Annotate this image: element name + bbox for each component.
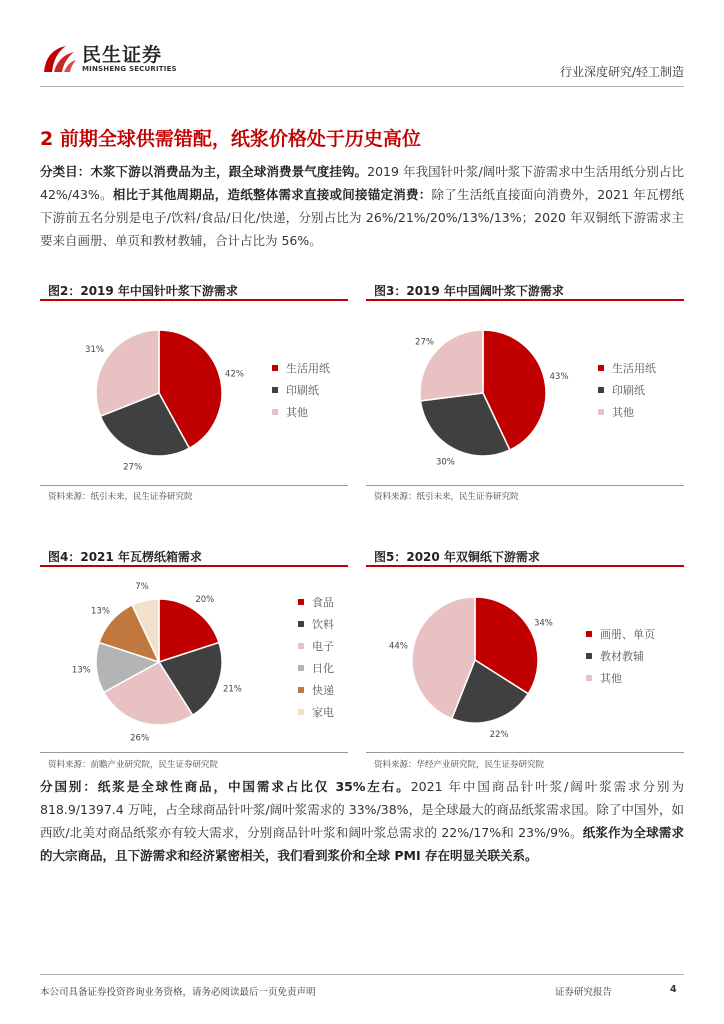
fig3-source-rule (366, 485, 684, 486)
para1-text-1: 2019 年我国针叶浆/阔叶浆下游需求中生活用纸分别占比 42%/43%。 (40, 164, 684, 202)
pie-data-label-1: 22% (489, 730, 509, 741)
pie-data-label-1: 30% (435, 457, 455, 468)
fig5-pie-chart (366, 568, 684, 750)
footer-report-type: 证券研究报告 (555, 987, 613, 998)
fig4-source: 资料来源：前瞻产业研究院，民生证券研究院 (48, 760, 219, 770)
pie-data-label-1: 27% (123, 462, 143, 473)
fig2-pie-chart (40, 302, 348, 482)
legend-swatch-0 (298, 599, 304, 605)
para2-bold-2: 纸浆作为全球需求的大宗商品，且下游需求和经济紧密相关，我们看到浆价和全球 PMI 存在明显关联关系。 (40, 825, 684, 863)
pie-data-label-1: 21% (222, 684, 242, 695)
pie-data-label-3: 13% (71, 665, 91, 676)
fig2-title: 图2：2019 年中国针叶浆下游需求 (48, 284, 238, 298)
fig5-title-rule (366, 565, 684, 567)
legend-label-1: 饮料 (312, 618, 334, 631)
legend-label-3: 日化 (312, 662, 334, 675)
fig4-source-rule (40, 752, 348, 753)
legend-label-5: 家电 (312, 706, 334, 719)
brand-logo (40, 40, 190, 80)
legend-swatch-2 (586, 675, 592, 681)
legend-label-2: 其他 (286, 406, 308, 419)
pie-data-label-0: 34% (533, 618, 553, 629)
fig3-pie-chart (366, 302, 684, 482)
legend-swatch-4 (298, 687, 304, 693)
fig2-source: 资料来源：纸引未来，民生证券研究院 (48, 492, 193, 502)
footer-divider (40, 974, 684, 975)
fig5-source: 资料来源：华经产业研究院，民生证券研究院 (374, 760, 545, 770)
legend-swatch-1 (298, 621, 304, 627)
section-title: 2 前期全球供需错配，纸浆价格处于历史高位 (40, 128, 421, 150)
para1-bold-1: 分类目：木浆下游以消费品为主，跟全球消费景气度挂钩。 (40, 164, 368, 179)
para1-bold-2: 相比于其他周期品，造纸整体需求直接或间接锚定消费： (112, 187, 432, 202)
fig3-title-rule (366, 299, 684, 301)
footer-page-number: 4 (670, 984, 677, 995)
legend-swatch-1 (272, 387, 278, 393)
legend-label-0: 生活用纸 (286, 362, 330, 375)
fig4-title-rule (40, 565, 348, 567)
legend-label-4: 快递 (312, 684, 334, 697)
legend-swatch-0 (272, 365, 278, 371)
fig2-title-rule (40, 299, 348, 301)
legend-swatch-2 (272, 409, 278, 415)
logo-text-en: MINSHENG SECURITIES (82, 65, 177, 73)
footer-disclaimer: 本公司具备证券投资咨询业务资格，请务必阅读最后一页免责声明 (40, 987, 316, 998)
fig2-source-rule (40, 485, 348, 486)
fig5-source-rule (366, 752, 684, 753)
pie-data-label-2: 27% (415, 337, 434, 348)
legend-label-2: 电子 (312, 640, 334, 653)
legend-swatch-2 (598, 409, 604, 415)
paragraph-demand-country (40, 775, 684, 867)
legend-label-1: 印刷纸 (612, 384, 645, 397)
fig3-source: 资料来源：纸引未来，民生证券研究院 (374, 492, 519, 502)
pie-data-label-5: 7% (135, 581, 149, 592)
para1-text-2: 除了生活纸直接面向消费外，2021 年瓦楞纸下游前五名分别是电子/饮料/食品/日化/快递，分别占比为 26%/21%/20%/13%/13%；2020 年双铜纸下游需求主要来自画册、单页和教材教辅，合计占比为 56%。 (40, 187, 684, 248)
para2-bold-1: 分国别：纸浆是全球性商品，中国需求占比仅 35%左右。 (40, 779, 411, 794)
header-category: 行业深度研究/轻工制造 (559, 65, 684, 79)
para2-text-1: 2021 年中国商品针叶浆/阔叶浆需求分别为 818.9/1397.4 万吨，占全球商品针叶浆/阔叶浆需求的 33%/38%，是全球最大的商品纸浆需求国。除了中国外，如西欧/北美对商品纸浆亦有较大需求，分别商品针叶浆和阔叶浆总需求的 22%/17%和 23%/9%。 (40, 779, 684, 840)
legend-swatch-2 (298, 643, 304, 649)
pie-data-label-0: 43% (549, 372, 569, 382)
pie-data-label-0: 42% (225, 369, 244, 380)
legend-swatch-3 (298, 665, 304, 671)
logo-mark-icon (40, 42, 78, 76)
legend-label-0: 生活用纸 (612, 362, 656, 375)
legend-label-0: 画册、单页 (600, 628, 655, 641)
legend-label-2: 其他 (600, 672, 622, 685)
legend-swatch-0 (598, 365, 604, 371)
pie-data-label-2: 31% (85, 345, 104, 356)
legend-label-1: 印刷纸 (286, 384, 319, 397)
legend-label-1: 教材教辅 (600, 650, 644, 663)
pie-data-label-0: 20% (195, 594, 215, 605)
pie-data-label-2: 26% (130, 733, 150, 744)
header-divider (40, 86, 684, 87)
legend-swatch-1 (586, 653, 592, 659)
fig3-title: 图3：2019 年中国阔叶浆下游需求 (374, 284, 564, 298)
legend-swatch-0 (586, 631, 592, 637)
fig4-title: 图4：2021 年瓦楞纸箱需求 (48, 550, 202, 564)
fig5-title: 图5：2020 年双铜纸下游需求 (374, 550, 540, 564)
paragraph-demand-category (40, 160, 684, 252)
pie-data-label-2: 44% (388, 641, 408, 652)
legend-swatch-5 (298, 709, 304, 715)
fig4-pie-chart (40, 568, 348, 750)
legend-label-2: 其他 (612, 406, 634, 419)
legend-swatch-1 (598, 387, 604, 393)
logo-text-cn: 民生证券 (82, 44, 163, 66)
legend-label-0: 食品 (312, 596, 334, 609)
pie-data-label-4: 13% (91, 606, 110, 617)
